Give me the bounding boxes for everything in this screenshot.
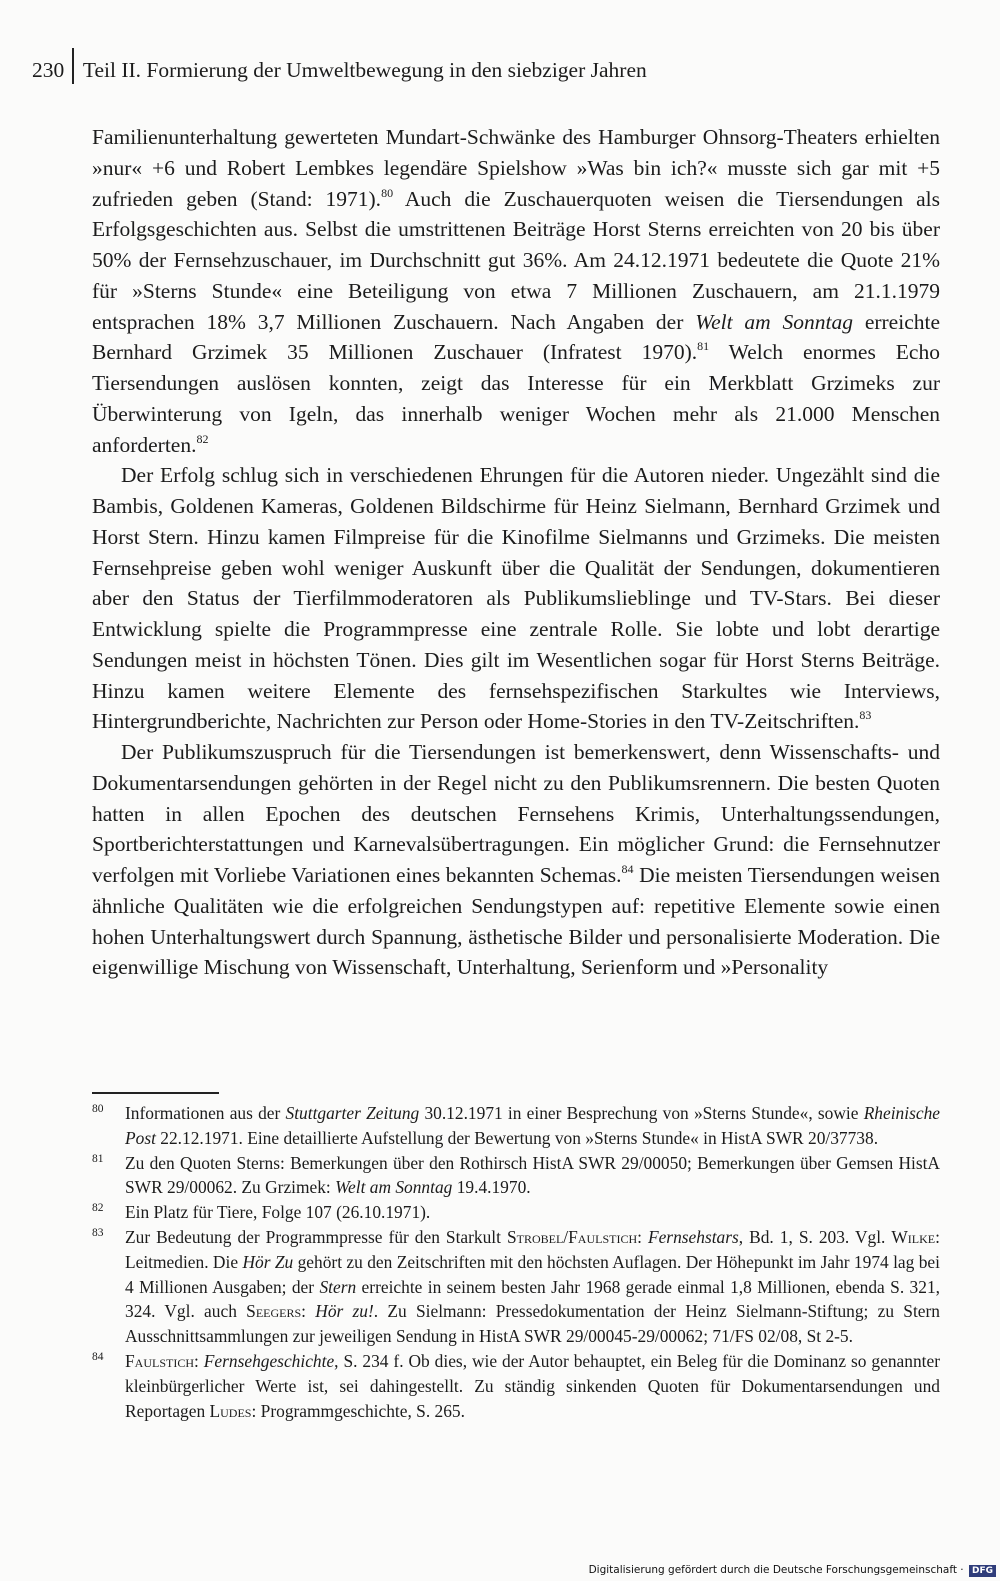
footnote-number: 80 xyxy=(92,1103,104,1115)
footnote-number: 84 xyxy=(92,1350,104,1363)
text-run: 19.4.1970. xyxy=(452,1177,531,1198)
paragraph xyxy=(92,460,940,737)
italic-title: Stuttgarter Zeitung xyxy=(285,1103,420,1123)
text-run: . Zu Sielmann: Pressedokumentation der Heinz Sielmann-Stiftung; zu Stern Ausschnittsammlungen zur jeweiligen Sendung in HistA SWR 29/00045-29/00062; 71/FS 02/08, St 2-5. xyxy=(125,1301,940,1347)
footnote-separator xyxy=(92,1092,219,1094)
text-run: erreichte Bernhard Grzimek 35 Millionen Zuschauer (Infratest 1970). xyxy=(92,309,941,365)
running-title: Teil II. Formierung der Umweltbewegung in den siebziger Jahren xyxy=(82,58,647,82)
body-text xyxy=(92,122,940,983)
header-divider xyxy=(72,48,74,84)
text-run: Informationen aus der xyxy=(125,1103,286,1123)
footnote-number: 82 xyxy=(92,1202,104,1215)
paragraph xyxy=(92,737,940,983)
text-run: Ein Platz für Tiere, Folge 107 (26.10.1971). xyxy=(125,1202,431,1223)
paragraph xyxy=(92,122,940,460)
footnote-ref: 84 xyxy=(621,862,634,876)
text-run: Zur Bedeutung der Programmpresse für den Starkult xyxy=(125,1226,507,1247)
running-header xyxy=(32,52,952,88)
italic-title: Fernsehgeschichte xyxy=(203,1350,335,1371)
author-name: Faulstich xyxy=(125,1350,195,1371)
footnote-number: 83 xyxy=(92,1226,104,1239)
italic-title: Stern xyxy=(319,1276,357,1297)
text-run: : xyxy=(301,1301,316,1322)
footnote-ref: 81 xyxy=(697,339,710,354)
footnote-81 xyxy=(92,1151,940,1201)
text-run: Zu den Quoten Sterns: Bemerkungen über den Rothirsch HistA SWR 29/00050; Bemerkungen über Gemsen HistA SWR 29/00062. Zu Grzimek: xyxy=(125,1152,940,1198)
text-run: Familienunterhaltung gewerteten Mundart-Schwänke des Hamburger Ohnsorg-Theaters erhielten »nur« +6 und Robert Lembkes legendäre Spielshow »Was bin ich?« musste sich gar mit +5 zufrieden geben (Stand: 1971). xyxy=(92,125,940,211)
footnote-82 xyxy=(92,1200,940,1225)
text-run: Die meisten Tiersendungen weisen ähnliche Qualitäten wie die erfolgreichen Sendungstypen auf: repetitive Elemente sowie einen hohen Unterhaltungswert durch Spannung, ästhetische Bilder und personalisierte Moderation. Die eigenwillige Mischung von Wissenschaft, Unterhaltung, Serienform und »Personality xyxy=(92,863,940,980)
text-run: , S. 234 f. Ob dies, wie der Autor behauptet, ein Beleg für die Dominanz so genannter kleinbürgerlicher Werte ist, sei dahingestellt. Zu ständig sinkenden Quoten für Dokumentarsendungen und Reportagen xyxy=(125,1350,940,1421)
italic-title: Fernsehstars xyxy=(647,1226,739,1247)
text-run: Der Publikumszuspruch für die Tiersendungen ist bemerkenswert, denn Wissenschafts- und Dokumentarsendungen gehörten in der Regel nicht zu den Publikumsrennern. Die besten Quoten hatten in allen Epochen des deutschen Fernsehens Krimis, Unterhaltungssendungen, Sportberichterstattungen und Karnevalsübertragungen. Ein möglicher Grund: die Fernsehnutzer verfolgen mit Vorliebe Variationen eines bekannten Schemas. xyxy=(92,740,940,887)
dfg-logo: DFG xyxy=(969,1565,996,1577)
text-run: : Leitmedien. Die xyxy=(125,1226,940,1272)
author-name: Seegers xyxy=(246,1301,302,1322)
footnote-84 xyxy=(92,1349,940,1423)
text-run: , Bd. 1, S. 203. Vgl. xyxy=(738,1226,892,1247)
footnote-80 xyxy=(92,1101,940,1151)
text-run: 30.12.1971 in einer Besprechung von »Sterns Stunde«, sowie xyxy=(419,1103,864,1123)
text-run: : Programmgeschichte, S. 265. xyxy=(251,1400,465,1421)
italic-title: Welt am Sonntag xyxy=(695,309,853,334)
text-run: erreichte in seinem besten Jahr 1968 gerade einmal 1,8 Millionen, ebenda S. 321, 324. Vgl. auch xyxy=(125,1276,940,1322)
footnote-ref: 80 xyxy=(381,185,394,200)
italic-title: Hör zu! xyxy=(315,1301,374,1322)
page-number: 230 xyxy=(32,58,65,82)
text-run: : xyxy=(637,1226,648,1247)
credit-text: Digitalisierung gefördert durch die Deutsche Forschungsgemeinschaft · xyxy=(588,1564,964,1576)
italic-title: Rheinische Post xyxy=(125,1103,940,1148)
italic-title: Hör Zu xyxy=(242,1251,294,1272)
text-run: gehört zu den Zeitschriften mit den höchsten Auflagen. Der Höhepunkt im Jahr 1974 lag bei 4 Millionen Ausgaben; der xyxy=(125,1251,940,1297)
footnote-ref: 83 xyxy=(859,708,872,723)
footnotes xyxy=(92,1101,940,1423)
author-name: Strobel/Faulstich xyxy=(506,1226,638,1247)
text-run: : xyxy=(194,1350,204,1371)
author-name: Wilke xyxy=(891,1226,936,1247)
text-run: Der Erfolg schlug sich in verschiedenen Ehrungen für die Autoren nieder. Ungezählt sind die Bambis, Goldenen Kameras, Goldenen Bildschirme für Heinz Sielmann, Bernhard Grzimek und Horst Stern. Hinzu kamen Filmpreise für die Kinofilme Sielmanns und Grzimeks. Die meisten Fernsehpreise geben wohl weniger Auskunft über die Qualität der Sendungen, dokumentieren aber den Status der Tierfilmmoderatoren als Publikumslieblinge und TV-Stars. Bei dieser Entwicklung spielte die Programmpresse eine zentrale Rolle. Sie lobte und lobt derartige Sendungen meist in höchsten Tönen. Dies gilt im Wesentlichen sogar für Horst Sterns Beiträge. Hinzu kamen weitere Elemente des fernsehspezifischen Starkultes wie Interviews, Hintergrundberichte, Nachrichten zur Person oder Home-Stories in den TV-Zeitschriften. xyxy=(92,463,940,734)
footnote-83 xyxy=(92,1225,940,1349)
digitization-credit xyxy=(589,1564,996,1577)
author-name: Ludes xyxy=(209,1400,252,1421)
footnote-ref: 82 xyxy=(196,431,209,446)
text-run: Auch die Zuschauerquoten weisen die Tiersendungen als Erfolgsgeschichten aus. Selbst die umstrittenen Beiträge Horst Sterns erreichten von 20 bis über 50% der Fernsehzuschauer, im Durchschnitt gut 36%. Am 24.12.1971 bedeutete die Quote 21% für »Sterns Stunde« eine Beteiligung von etwa 7 Millionen Zuschauern, am 21.1.1979 entsprachen 18% 3,7 Millionen Zuschauern. Nach Angaben der xyxy=(92,186,941,334)
italic-title: Welt am Sonntag xyxy=(335,1177,453,1198)
text-run: Welch enormes Echo Tiersendungen auslösen konnten, zeigt das Interesse für ein Merkblatt Grzimeks zur Überwinterung von Igeln, das innerhalb weniger Wochen mehr als 21.000 Menschen anforderten. xyxy=(92,340,940,457)
footnote-number: 81 xyxy=(92,1152,104,1165)
text-run: 22.12.1971. Eine detaillierte Aufstellung der Bewertung von »Sterns Stunde« in HistA SWR 20/37738. xyxy=(155,1127,879,1148)
